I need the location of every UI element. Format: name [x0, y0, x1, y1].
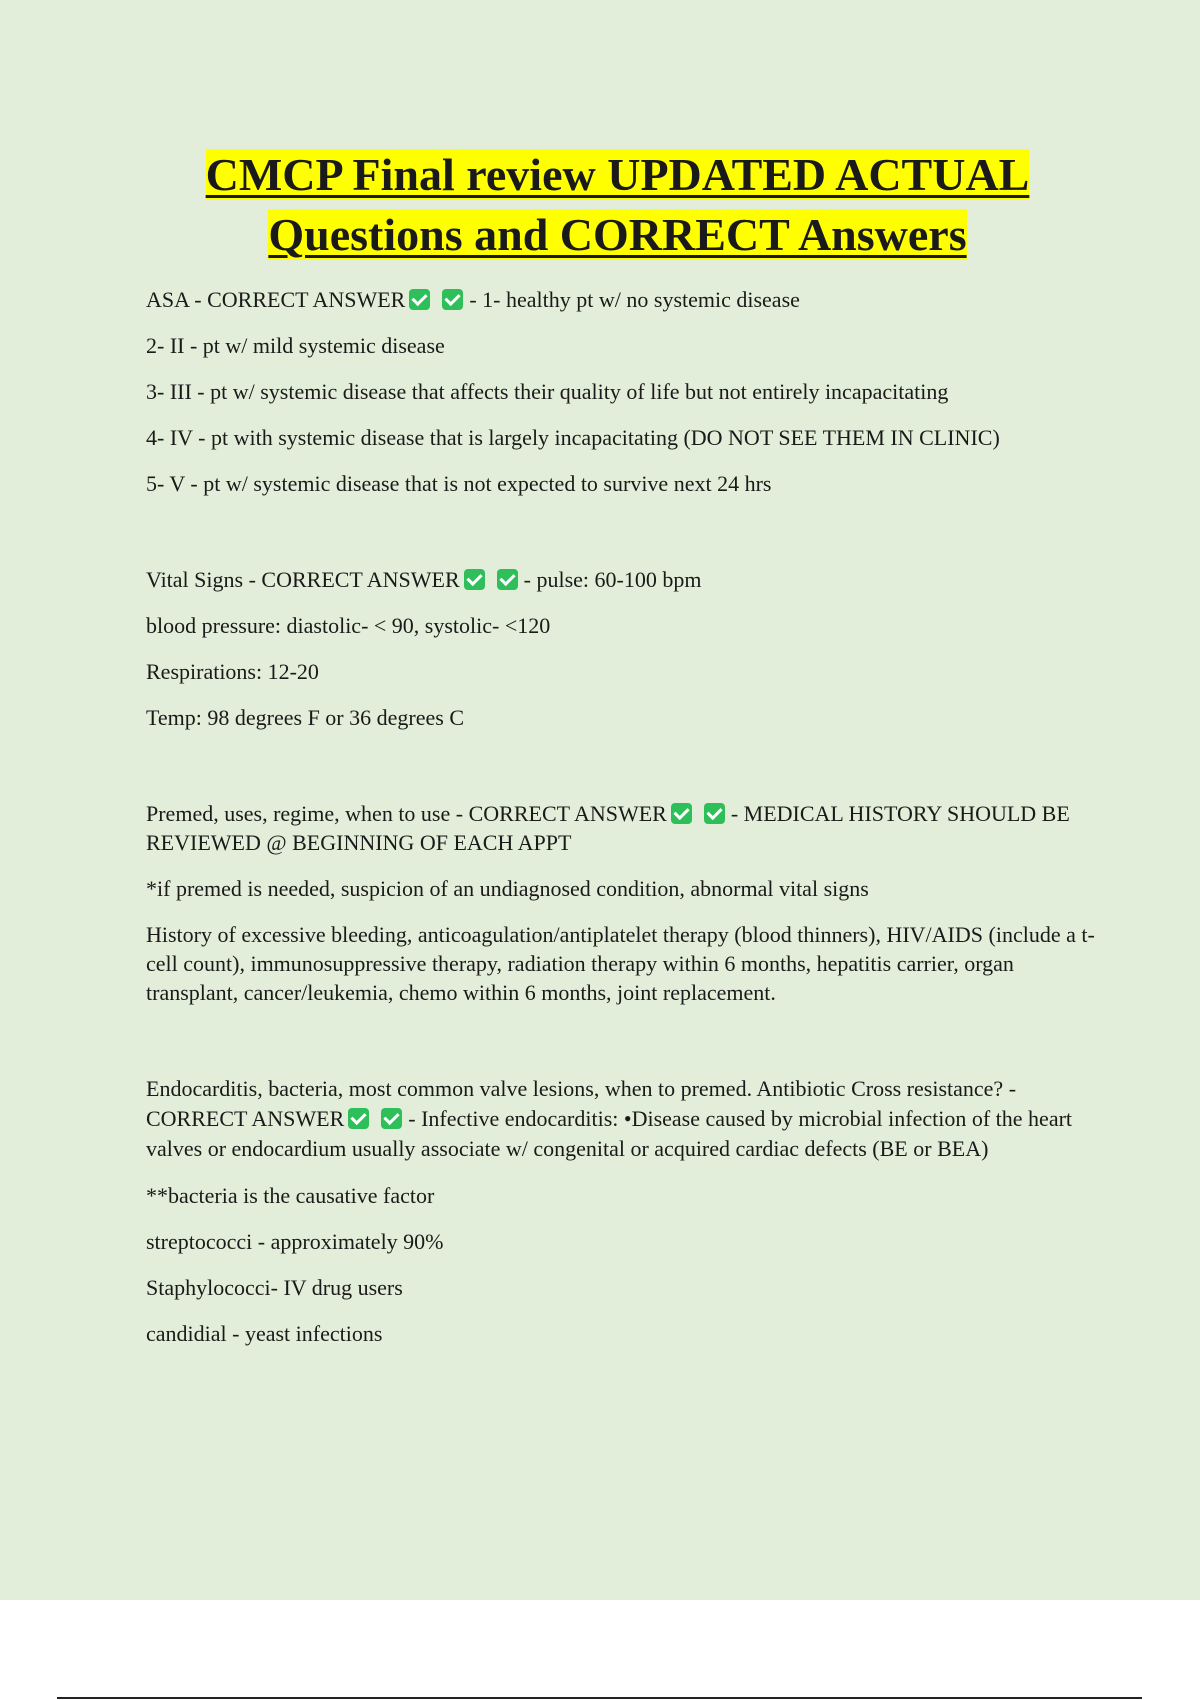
question-line: Premed, uses, regime, when to use - CORRECT ANSWER - MEDICAL HISTORY SHOULD BE REVIEWED @ BEGINNING OF EACH APPT — [146, 801, 1070, 855]
qa-section-endocarditis — [146, 1074, 1096, 1348]
answer-line: 3- III - pt w/ systemic disease that affects their quality of life but not entirely incapacitating — [146, 379, 949, 404]
answer-line: Temp: 98 degrees F or 36 degrees C — [146, 705, 464, 730]
green-check-mark-icon — [442, 289, 463, 310]
document-title — [0, 145, 1200, 265]
footer-divider — [57, 1697, 1142, 1699]
answer-line: candidial - yeast infections — [146, 1321, 383, 1346]
qa-section-vital-signs — [146, 565, 1096, 732]
answer-line: streptococci - approximately 90% — [146, 1229, 444, 1254]
green-check-mark-icon — [464, 569, 485, 590]
question-line: Endocarditis, bacteria, most common valve lesions, when to premed. Antibiotic Cross resistance? - CORRECT ANSWER - Infective endocarditis: •Disease caused by microbial infection of the heart valves or endocardium usually associate w/ congenital or acquired cardiac defects (BE or BEA) — [146, 1076, 1073, 1161]
green-check-mark-icon — [348, 1108, 369, 1129]
qa-section-asa — [146, 285, 1096, 498]
document-body — [146, 285, 1096, 1365]
answer-line: **bacteria is the causative factor — [146, 1183, 435, 1208]
green-check-mark-icon — [671, 803, 692, 824]
answer-line: Respirations: 12-20 — [146, 659, 319, 684]
title-line-2: Questions and CORRECT Answers — [268, 209, 967, 260]
answer-line: 2- II - pt w/ mild systemic disease — [146, 333, 445, 358]
question-line: ASA - CORRECT ANSWER - 1- healthy pt w/ no systemic disease — [146, 287, 800, 312]
question-line: Vital Signs - CORRECT ANSWER - pulse: 60-100 bpm — [146, 567, 702, 592]
green-check-mark-icon — [497, 569, 518, 590]
section-spacer — [146, 749, 1096, 799]
green-check-mark-icon — [704, 803, 725, 824]
answer-line: Staphylococci- IV drug users — [146, 1275, 403, 1300]
green-check-mark-icon — [381, 1108, 402, 1129]
answer-line: History of excessive bleeding, anticoagulation/antiplatelet therapy (blood thinners), HIV/AIDS (include a t-cell count), immunosuppressive therapy, radiation therapy within 6 months, hepatitis carrier, organ transplant, cancer/leukemia, chemo within 6 months, joint replacement. — [146, 922, 1095, 1005]
qa-section-premed — [146, 799, 1096, 1007]
answer-line: *if premed is needed, suspicion of an undiagnosed condition, abnormal vital signs — [146, 876, 869, 901]
section-spacer — [146, 515, 1096, 565]
green-check-mark-icon — [409, 289, 430, 310]
title-line-1: CMCP Final review UPDATED ACTUAL — [205, 149, 1030, 200]
section-spacer — [146, 1024, 1096, 1074]
answer-line: 5- V - pt w/ systemic disease that is not expected to survive next 24 hrs — [146, 471, 772, 496]
answer-line: blood pressure: diastolic- < 90, systolic- <120 — [146, 613, 551, 638]
answer-line: 4- IV - pt with systemic disease that is largely incapacitating (DO NOT SEE THEM IN CLINIC) — [146, 425, 1000, 450]
